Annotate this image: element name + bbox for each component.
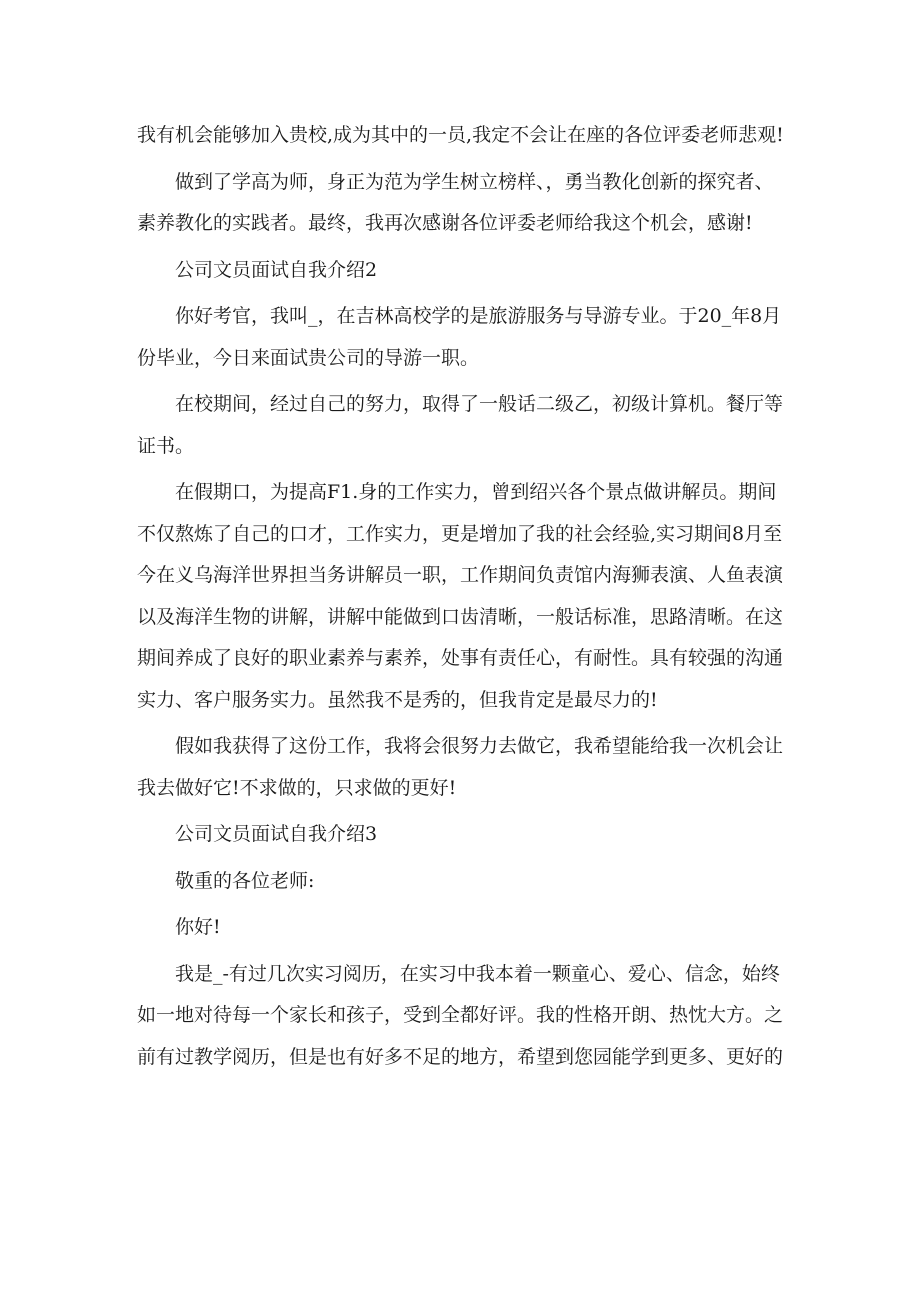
paragraph-school-certificates: 在校期间，经过自己的努力，取得了一般话二级乙，初级计算机。餐厅等证书。 <box>137 393 784 457</box>
paragraph-work-experience: 在假期口，为提高F1.身的工作实力，曾到绍兴各个景点做讲解员。期间不仅熬炼了自己的口才，工作实力，更是增加了我的社会经验,实习期间8月至今在义乌海洋世界担当务讲解员一职，工作期间负责馆内海狮表演、人鱼表演以及海洋生物的讲解，讲解中能做到口齿清晰，一般话标准，思路清晰。在这期间养成了良好的职业素养与素养，处事有责任心，有耐性。具有较强的沟通实力、客户服务实力。虽然我不是秀的，但我肯定是最尽力的! <box>137 481 784 711</box>
paragraph-salutation: 敬重的各位老师: <box>175 869 315 892</box>
document-page <box>137 115 787 1083</box>
section-heading-3: 公司文员面试自我介绍3 <box>175 823 378 845</box>
section-heading-2: 公司文员面试自我介绍2 <box>175 258 378 281</box>
paragraph-closing-line: 我有机会能够加入贵校,成为其中的一员,我定不会让在座的各位评委老师悲观! <box>137 124 784 146</box>
paragraph-greeting-intro: 你好考官，我叫_，在吉林高校学的是旅游服务与导游专业。于20_年8月份毕业，今日来面试贵公司的导游一职。 <box>137 305 782 369</box>
paragraph-thanks: 做到了学高为师，身正为范为学生树立榜样、，勇当教化创新的探究者、素养教化的实践者。最终，我再次感谢各位评委老师给我这个机会，感谢! <box>137 170 774 234</box>
paragraph-internship: 我是_-有过几次实习阅历，在实习中我本着一颗童心、爱心、信念，始终如一地对待每一个家长和孩子，受到全都好评。我的性格开朗、热忱大方。之前有过教学阅历，但是也有好多不足的地方，希望到您园能学到更多、更好的 <box>137 962 784 1068</box>
paragraph-commitment: 假如我获得了这份工作，我将会很努力去做它，我希望能给我一次机会让我去做好它!不求做的，只求做的更好! <box>137 735 784 799</box>
paragraph-hello: 你好! <box>175 916 221 938</box>
